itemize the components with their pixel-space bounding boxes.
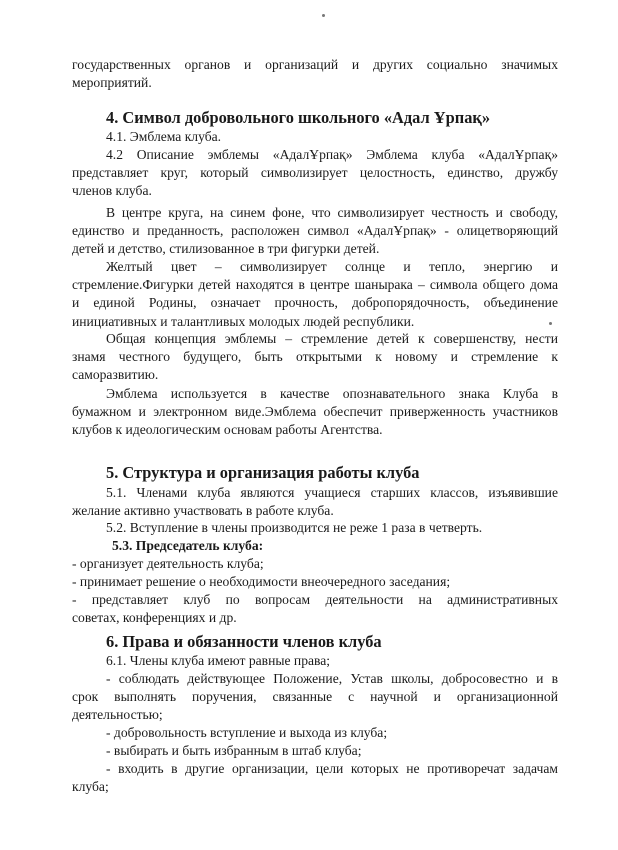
- section-5-heading: 5. Структура и организация работы клуба: [106, 463, 420, 482]
- text-line: знамя честного будущего, быть открытыми к новому и стремление к: [72, 349, 558, 365]
- text-line: - входить в другие организации, цели которых не противоречат задачам: [106, 761, 558, 776]
- text-line: Общая концепция эмблемы – стремление детей к совершенству, нести: [106, 331, 558, 346]
- text-line: советах, конференциях и др.: [72, 610, 237, 626]
- text-line: детей и детство, стилизованное в три фигурки детей.: [72, 241, 380, 257]
- member-right: - выбирать и быть избранным в штаб клуба;: [106, 743, 362, 758]
- member-right: - добровольность вступление и выхода из клуба;: [106, 725, 388, 740]
- text-line: Желтый цвет – символизирует солнце и тепло, энергию и: [106, 259, 558, 274]
- intro-paragraph: [72, 56, 558, 92]
- chairman-heading: 5.3. Председатель клуба:: [112, 538, 264, 553]
- paragraph-5-3: [112, 537, 263, 555]
- text-line: единство и преданность, расположен символ «АдалҰрпақ» - олицетворяющий: [72, 223, 558, 239]
- chairman-duty: - принимает решение о необходимости внеочередного заседания;: [72, 574, 451, 589]
- text-line: мероприятий.: [72, 75, 152, 91]
- paragraph-emblem-center: [72, 204, 558, 259]
- text-line: представляет круг, который символизирует целостность, единство, дружбу: [72, 165, 558, 181]
- text-line: - соблюдать действующее Положение, Устав школы, добросовестно и в: [106, 671, 558, 686]
- paragraph-4-2: [72, 146, 558, 201]
- scan-speck: [322, 14, 325, 17]
- paragraph-usage: [72, 385, 558, 440]
- paragraph-5-2: 5.2. Вступление в члены производится не реже 1 раза в четверть.: [106, 520, 483, 535]
- text-line: 4.2 Описание эмблемы «АдалҰрпақ» Эмблема клуба «АдалҰрпақ»: [106, 147, 558, 162]
- member-right: [72, 760, 558, 796]
- text-line: инициативных и талантливых молодых людей республики.: [72, 313, 415, 329]
- text-line: государственных органов и организаций и других социально значимых: [72, 57, 558, 72]
- paragraph-6-1: 6.1. Члены клуба имеют равные права;: [106, 653, 331, 668]
- text-line: саморазвитию.: [72, 367, 159, 383]
- paragraph-4-1: 4.1. Эмблема клуба.: [106, 129, 222, 144]
- member-right: [72, 670, 558, 725]
- text-line: бумажном и электронном виде.Эмблема обеспечит приверженность участников: [72, 404, 558, 420]
- paragraph-5-1: [72, 484, 558, 520]
- text-line: Эмблема используется в качестве опознавательного знака Клуба в: [106, 386, 558, 401]
- text-line: - представляет клуб по вопросам деятельности на административных: [72, 592, 558, 607]
- paragraph-yellow-color: [72, 258, 558, 331]
- text-line: клуба;: [72, 779, 109, 795]
- text-line: В центре круга, на синем фоне, что символизирует честность и свободу,: [106, 205, 558, 220]
- section-6-heading: 6. Права и обязанности членов клуба: [106, 632, 382, 651]
- text-line: 5.1. Членами клуба являются учащиеся старших классов, изъявившие: [106, 485, 558, 500]
- chairman-duty: [72, 591, 558, 627]
- paragraph-concept: [72, 330, 558, 385]
- text-line: и единой Родины, означает прочность, добропорядочность, объединение: [72, 295, 558, 311]
- text-line: членов клуба.: [72, 183, 152, 199]
- text-line: клубов к идеологическим основам работы Агентства.: [72, 422, 383, 438]
- text-line: деятельностью;: [72, 707, 163, 723]
- text-line: желание активно участвовать в работе клуба.: [72, 503, 334, 519]
- chairman-duty: - организует деятельность клуба;: [72, 556, 264, 571]
- text-line: срок выполнять поручения, связанные с научной и организационной: [72, 689, 558, 705]
- section-4-heading: 4. Символ добровольного школьного «Адал Ұрпақ»: [106, 108, 491, 127]
- text-line: стремление.Фигурки детей находятся в центре шанырака – символа общего дома: [72, 277, 558, 293]
